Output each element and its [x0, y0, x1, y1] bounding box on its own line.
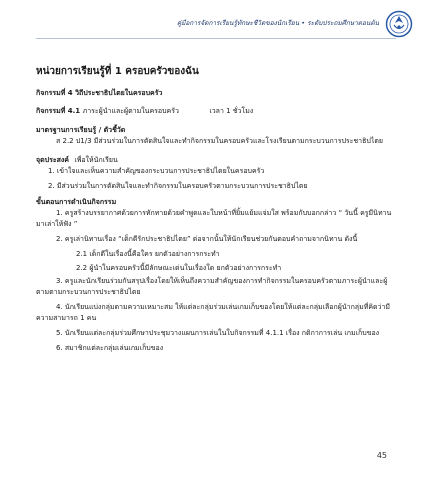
- procedure-step-3: 3. ครูและนักเรียนร่วมกันสรุปเรื่องโดยให้เห็นถึงความสำคัญของการทำกิจกรรมในครอบครัวตามภาระผู้นำและผู้ตามตามกระบวนการประชาธิปไตย: [36, 277, 388, 297]
- standards-heading: มาตรฐานการเรียนรู้ / ตัวชี้วัด: [36, 126, 126, 135]
- school-logo-icon: [385, 10, 413, 38]
- objective-item: 2. มีส่วนร่วมในการตัดสินใจและทำกิจกรรมในครอบครัวตามกระบวนการประชาธิปไตย: [48, 181, 308, 190]
- subactivity-label: กิจกรรมที่ 4.1: [36, 107, 81, 116]
- subactivity-time: เวลา 1 ชั่วโมง: [209, 107, 254, 116]
- subactivity-name: ภาระผู้นำและผู้ตามในครอบครัว: [82, 107, 179, 116]
- header-divider: [36, 38, 396, 39]
- procedure-step-5: 5. นักเรียนแต่ละกลุ่มร่วมศึกษาประชุมวางแผนการเล่นในใบกิจกรรมที่ 4.1.1 เรื่อง กติกาการเล่น เกมเก็บของ: [56, 328, 380, 337]
- page-header: [0, 10, 427, 36]
- document-body: [36, 64, 398, 358]
- objective-item: 1. เข้าใจและเห็นความสำคัญของกระบวนการประชาธิปไตยในครอบครัว: [48, 166, 265, 175]
- procedure-question-1: 2.1 เด็กดีในเรื่องนี้คือใคร ยกตัวอย่างการกระทำ: [76, 249, 220, 258]
- subactivity-title: [36, 106, 398, 117]
- procedure-question-2: 2.2 ผู้นำในครอบครัวนี้มีลักษณะเด่นในเรื่องใด ยกตัวอย่างการกระทำ: [76, 263, 282, 272]
- procedure-step-4: 4. นักเรียนแบ่งกลุ่มตามความเหมาะสม ให้แต่ละกลุ่มร่วมเล่นเกมเก็บของโดยให้แต่ละกลุ่มเลือกผู้นำกลุ่มที่คิดว่ามีความสามารถ 1 คน: [36, 303, 391, 322]
- procedure-heading: ขั้นตอนการดำเนินกิจกรรม: [36, 198, 117, 207]
- procedure-step-6: 6. สมาชิกแต่ละกลุ่มเล่นเกมเก็บของ: [56, 343, 164, 352]
- standards-text: ส 2.2 ป1/3 มีส่วนร่วมในการตัดสินใจและทำกิจกรรมในครอบครัวและโรงเรียนตามกระบวนการประชาธิปไตย: [56, 137, 383, 146]
- objective-lead: เพื่อให้นักเรียน: [74, 155, 118, 164]
- header-text: คู่มือการจัดการเรียนรู้ทักษะชีวิตของนักเรียน • ระดับประถมศึกษาตอนต้น: [176, 19, 379, 27]
- procedure-step-2: 2. ครูเล่านิทานเรื่อง “เด็กดีรักประชาธิปไตย” ต่อจากนั้นให้นักเรียนช่วยกันตอบคำถามจากนิทาน ดังนี้: [56, 234, 358, 243]
- activity-title: กิจกรรมที่ 4 วิถีประชาธิปไตยในครอบครัว: [36, 88, 163, 97]
- procedure-step-1: 1. ครูสร้างบรรยากาศด้วยการทักทายด้วยคำพูดและใบหน้าที่ยิ้มแย้มแจ่มใส พร้อมกับบอกกล่าว “ วันนี้ ครูมีนิทานมาเล่าให้ฟัง ”: [36, 209, 392, 229]
- objective-heading: จุดประสงค์: [36, 155, 69, 164]
- objective-heading-row: [36, 155, 398, 166]
- page-number: 45: [376, 451, 387, 460]
- unit-title: หน่วยการเรียนรู้ที่ 1 ครอบครัวของฉัน: [36, 66, 199, 77]
